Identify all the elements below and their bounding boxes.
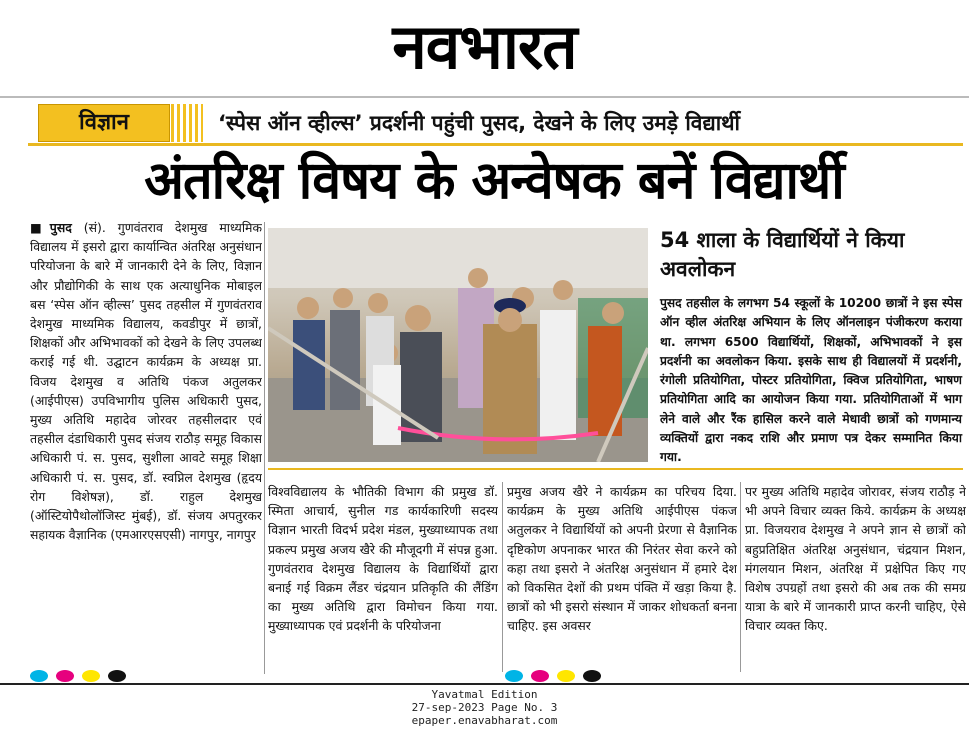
section-rule [268,468,963,470]
footer-rule [0,683,969,685]
epaper-url[interactable]: epaper.enavabharat.com [411,714,558,727]
registration-cyan-dot [505,670,523,682]
kicker-headline: ‘स्पेस ऑन व्हील्स’ प्रदर्शनी पहुंची पुसद, देखने के लिए उमड़े विद्यार्थी [218,111,740,135]
registration-magenta-dot [531,670,549,682]
ribbon-cutting-photo [268,228,648,462]
section-tag: विज्ञान [38,104,170,142]
article-column-3: प्रमुख अजय खैरे ने कार्यक्रम का परिचय दिया. कार्यक्रम के मुख्य अतिथि आईपीएस पंकज अतुलकर ने विद्यार्थियों को अपनी प्रेरणा से वैज्ञानिक दृष्टिकोण अपनाकर भारत की निरंतर सेवा करने को कहा तथा इसरो ने अंतरिक्ष अनुसंधान में हमारे देश को विकसित देशों की प्रथम पंक्ति में खड़ा किया है. छात्रों को भी इसरो संस्थान में जाकर शोधकर्ता बनना चाहिए. इस अवसर [507,484,737,634]
bullet-icon: ■ [30,220,50,235]
main-headline: अंतरिक्ष विषय के अन्वेषक बनें विद्यार्थी [144,151,844,211]
dateline: पुसद [49,220,72,235]
article-column-1 [30,218,262,674]
section-tag-stripes [171,104,203,142]
article-column-4: पर मुख्य अतिथि महादेव जोरावर, संजय राठौड़ ने भी अपने विचार व्यक्त किये. कार्यक्रम के अध्यक्ष प्रा. विजयराव देशमुख ने अपने ज्ञान से छात्रों को बहुप्रतिक्षित अंतरिक्ष अनुसंधान, चंद्रयान मिशन, मंगलयान मिशन, अंतरिक्ष में प्रक्षेपित किए गए विशेष उपग्रहों तथा इसरो की अब तक की समग्र यात्रा के बारे में जानकारी प्राप्त करनी चाहिए, ऐसे विचार व्यक्त किए. [745,484,966,634]
sidebar-heading: 54 शाला के विद्यार्थियों ने किया अवलोकन [660,228,905,281]
registration-yellow-dot [82,670,100,682]
masthead [0,0,969,96]
article-column-2: विश्वविद्यालय के भौतिकी विभाग की प्रमुख डॉ. स्मिता आचार्य, सुनील गड कार्यकारिणी सदस्य विज्ञान भारती विदर्भ प्रदेश मंडल, मुख्याध्यापक तथा प्रकल्प प्रमुख अजय खैरे की मौजूदगी में संपन्न हुआ. गुणवंतराव देशमुख विद्यालय के विद्यार्थियों द्वारा बनाई गई विक्रम लैंडर चंद्रयान प्रतिकृति की लैंडिंग का मुख्य अतिथि द्वारा विमोचन किया गया. मुख्याध्यापक एवं प्रदर्शनी के परियोजना [268,484,498,634]
registration-magenta-dot [56,670,74,682]
masthead-rule [0,96,969,98]
masthead-title: नवभारत [392,10,577,83]
sidebar-text: पुसद तहसील के लगभग 54 स्कूलों के 10200 छात्रों ने इस स्पेस ऑन व्हील अंतरिक्ष अभियान के लिए ऑनलाइन पंजीकरण कराया था. लगभग 6500 विद्यार्थियों, शिक्षकों, अभिभावकों ने इस प्रदर्शनी का अवलोकन किया. इसके साथ ही विद्यालयों में प्रदर्शनी, रंगोली प्रतियोगिता, पोस्टर प्रतियोगिता, क्विज प्रतियोगिता, भाषण प्रतियोगिता आदि का आयोजन किया गया. प्रतियोगिताओं में भाग लेने वाले और रैंक हासिल करने वाले मेधावी छात्रों को गणमान्य व्यक्तियों द्वारा नकद राशि और प्रमाण पत्र देकर सम्मानित किया गया. [660,296,962,465]
column-divider [740,482,741,672]
news-photo [268,228,648,462]
registration-black-dot [583,670,601,682]
registration-cyan-dot [30,670,48,682]
footer [0,688,969,727]
column-1-text: (सं). गुणवंतराव देशमुख माध्यमिक विद्यालय में इसरो द्वारा कार्यान्वित अंतरिक्ष अनुसंधान परियोजना के बारे में जानकारी देने के लिए, विज्ञान और प्रौद्योगिकी के साथ एक अत्याधुनिक मोबाइल बस ‘स्पेस ऑन व्हील्स’ पुसद तहसील में गुणवंतराव देशमुख माध्यमिक विद्यालय, कवडीपुर में छात्रों, शिक्षकों और अभिभावकों को देखने के लिए उपलब्ध कराई गई थी. उद्घाटन कार्यक्रम के अध्यक्ष प्रा. विजय देशमुख व अतिथि पंकज अतुलकर (आईपीएस) उपविभागीय पुलिस अधिकारी पुसद, मुख्य अतिथि महादेव जोरवर तहसीलदार एवं तहसील दंडाधिकारी पुसद संजय राठौड़ समूह विकास अधिकारी पं. स. पुसद, सुशीला आवटे समूह शिक्षा अधिकारी पं. स. पुसद, डॉ. स्वप्निल देशमुख (हृदय रोग विशेषज्ञ), डॉ. राहुल देशमुख (ऑस्टियोपैथोलॉजिस्ट मुंबई), डॉ. संजय अपतुरकर सहायक वैज्ञानिक (एमआरएसएसी) नागपुर, नागपुर [30,220,262,543]
date-page-label: 27-sep-2023 Page No. 3 [411,701,558,714]
column-divider [502,482,503,672]
column-divider [264,222,265,674]
edition-label: Yavatmal Edition [431,688,538,701]
registration-yellow-dot [557,670,575,682]
registration-black-dot [108,670,126,682]
